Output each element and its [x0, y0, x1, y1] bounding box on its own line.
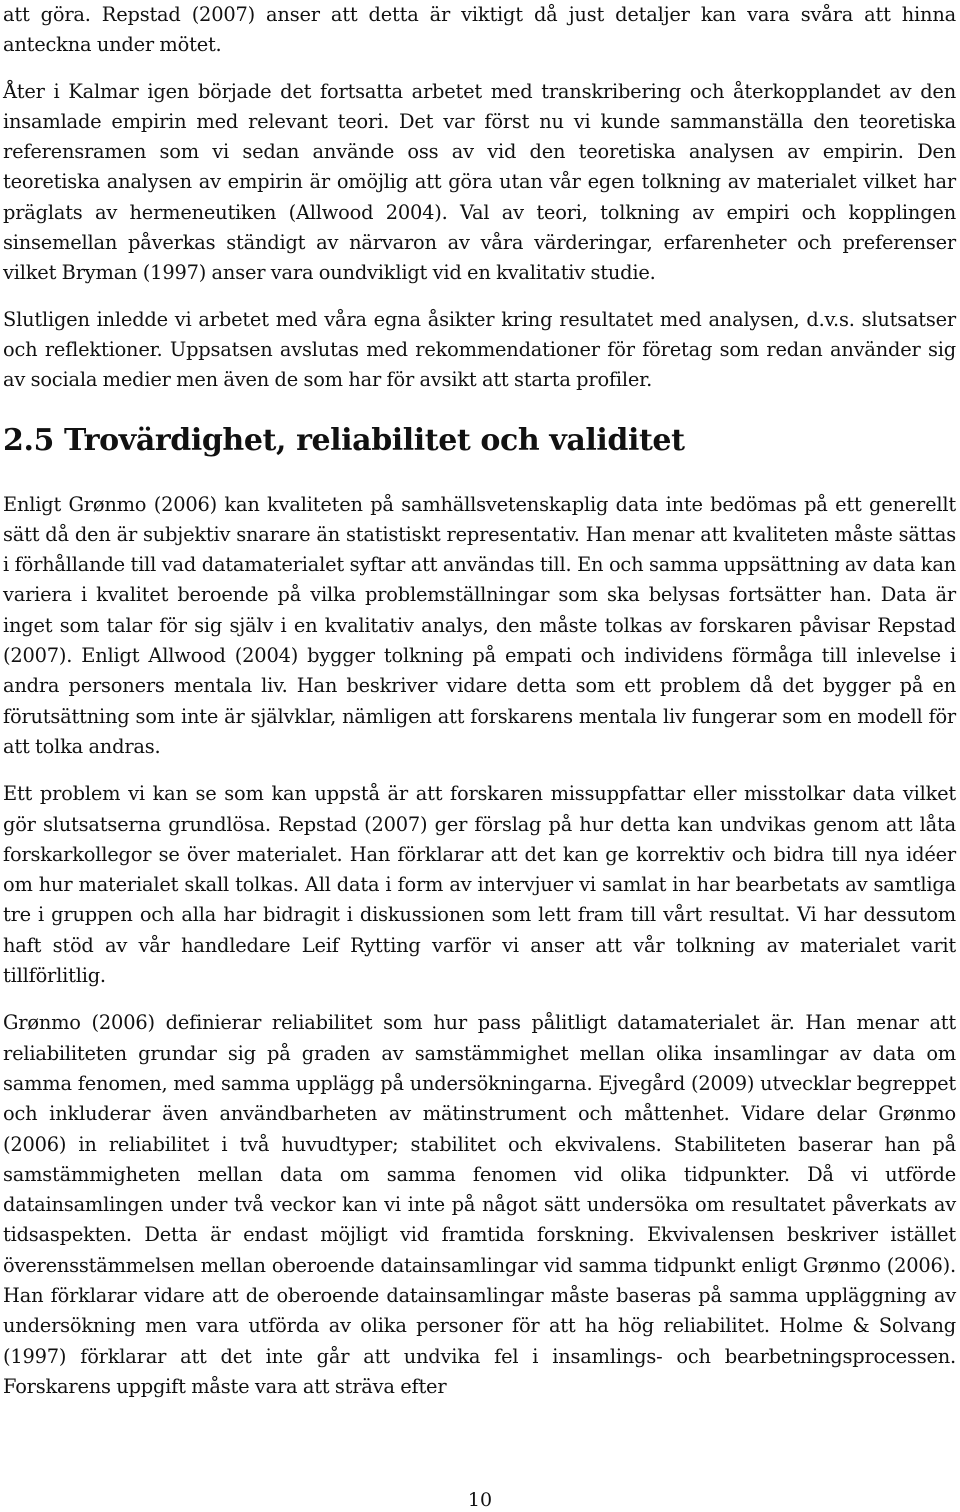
paragraph-misinterpretation: Ett problem vi kan se som kan uppstå är att forskaren missuppfattar eller misstolkar data vilket gör slutsatserna grundlösa. Repstad (2007) ger förslag på hur detta kan undvikas genom att låta forskarkollegor se över materialet. Han förklarar att det kan ge korrektiv och bidra till nya idéer om hur materialet skall tolkas. All data i form av intervjuer vi samlat in har bearbetats av samtliga tre i gruppen och alla har bidragit i diskussionen som lett fram till vårt resultat. Vi har dessutom haft stöd av vår handledare Leif Rytting varför vi anser att vår tolkning av materialet varit tillförlitlig.	[3, 782, 956, 988]
paragraph-spacer	[3, 991, 956, 1008]
heading-spacer	[3, 396, 956, 421]
paragraph-transcription-work: Åter i Kalmar igen började det fortsatta arbetet med transkribering och återkopplandet av den insamlade empirin med relevant teori. Det var först nu vi kunde sammanställa den teoretiska referensramen som vi sedan använde oss av vid den teoretiska analysen av empirin. Den teoretiska analysen av empirin är omöjlig att göra utan vår egen tolkning av materialet vilket har präglats av hermeneutiken (Allwood 2004). Val av teori, tolkning av empiri och kopplingen sinsemellan påverkas ständigt av närvaron av våra värderingar, erfarenheter och preferenser vilket Bryman (1997) anser vara oundvikligt vid en kvalitativ studie.	[3, 79, 956, 285]
paragraph-spacer	[3, 289, 956, 305]
section-heading: 2.5 Trovärdighet, reliabilitet och validitet	[3, 422, 685, 458]
paragraph-spacer	[3, 61, 956, 77]
paragraph-spacer	[3, 762, 956, 779]
paragraph-data-quality: Enligt Grønmo (2006) kan kvaliteten på samhällsvetenskaplig data inte bedömas på ett generellt sätt då den är subjektiv snarare än statistiskt representativ. Han menar att kvaliteten måste sättas i förhållande till vad datamaterialet syftar att användas till. En och samma uppsättning av data kan variera i kvalitet beroende på vilka problemställningar som ska belysas fortsätter han. Data är inget som talar för sig själv i en kvalitativ analys, den måste tolkas av forskaren påvisar Repstad (2007). Enligt Allwood (2004) bygger tolkning på empati och individens förmåga till inlevelse i andra personers mentala liv. Han beskriver vidare detta som ett problem då det bygger på en förutsättning som inte är självklar, nämligen att forskarens mentala liv fungerar som en modell för att tolka andras.	[3, 492, 956, 758]
heading-spacer	[3, 461, 956, 490]
paragraph-interview-notes: att göra. Repstad (2007) anser att detta är viktigt då just detaljer kan vara svåra att hinna anteckna under mötet.	[3, 3, 956, 57]
page-number: 10	[467, 1489, 493, 1511]
paragraph-conclusions: Slutligen inledde vi arbetet med våra egna åsikter kring resultatet med analysen, d.v.s. slutsatser och reflektioner. Uppsatsen avslutas med rekommendationer för företag som redan använder sig av sociala medier men även de som har för avsikt att starta profiler.	[3, 307, 956, 392]
page-body	[3, 0, 956, 1402]
paragraph-reliability: Grønmo (2006) definierar reliabilitet som hur pass pålitligt datamaterialet är. Han menar att reliabiliteten grundar sig på graden av samstämmighet mellan olika insamlingar av data om samma fenomen, med samma upplägg på undersökningarna. Ejvegård (2009) utvecklar begreppet och inkluderar även användbarheten av mätinstrument och måttenhet. Vidare delar Grønmo (2006) in reliabilitet i två huvudtyper; stabilitet och ekvivalens. Stabiliteten baserar han på samstämmigheten mellan data om samma fenomen vid olika tidpunkter. Då vi utförde datainsamlingen under två veckor kan vi inte på något sätt undersöka om resultatet påverkats av tidsaspekten. Detta är endast möjligt vid framtida forskning. Ekvivalensen beskriver istället överensstämmelsen mellan oberoende datainsamlingar vid samma tidpunkt enligt Grønmo (2006). Han förklarar vidare att de oberoende datainsamlingar måste baseras på samma uppläggning av undersökning men vara utförda av olika personer för att ha hög reliabilitet. Holme & Solvang (1997) förklarar att det inte går att undvika fel i insamlings- och bearbetningsprocessen. Forskarens uppgift måste vara att sträva efter	[3, 1011, 956, 1398]
